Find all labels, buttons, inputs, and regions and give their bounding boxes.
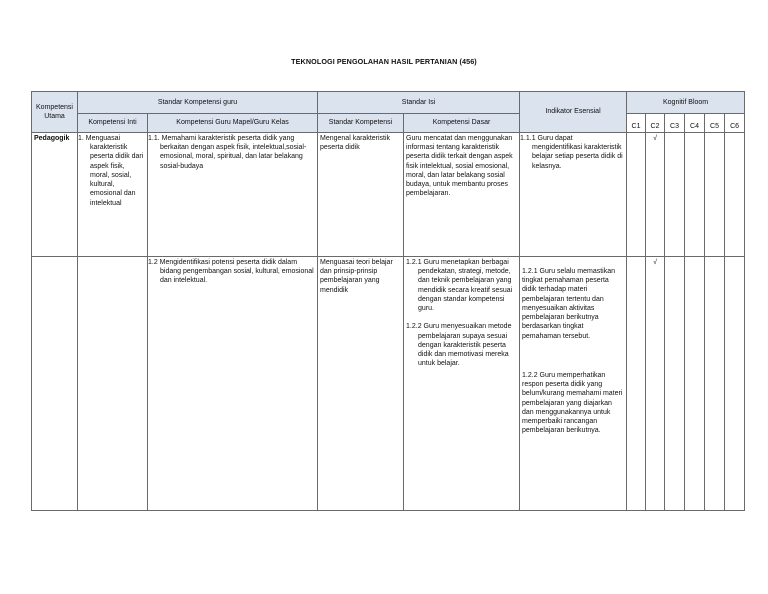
- table-row: [32, 133, 745, 257]
- header-level-c2: C2: [646, 114, 665, 133]
- cell-standar-kompetensi: Mengenal karakteristik peserta didik: [318, 133, 404, 257]
- cell-bloom-c3: [665, 257, 685, 511]
- cell-bloom-c3: [665, 133, 685, 257]
- header-kognitif-bloom: Kognitif Bloom: [627, 92, 745, 114]
- header-standar-kompetensi: Standar Kompetensi: [318, 114, 404, 133]
- header-kompetensi-guru-mapel: Kompetensi Guru Mapel/Guru Kelas: [148, 114, 318, 133]
- cell-standar-kompetensi: Menguasai teori belajar dan prinsip-prinsip pembelajaran yang mendidik: [318, 257, 404, 511]
- header-level-c1: C1: [627, 114, 646, 133]
- cell-kompetensi-dasar: Guru mencatat dan menggunakan informasi tentang karakteristik peserta didik terkait dengan aspek fisik intelektual, sosial emosional, moral, dan latar belakang sosial budaya, untuk membantu proses pembelajaran.: [404, 133, 520, 257]
- cell-bloom-c1: [627, 257, 646, 511]
- cell-kompetensi-inti: [78, 257, 148, 511]
- header-indikator-esensial: Indikator Esensial: [520, 92, 627, 133]
- cell-bloom-c6: [725, 257, 745, 511]
- cell-bloom-c1: [627, 133, 646, 257]
- kompetensi-dasar-item: 1.2.1 Guru menetapkan berbagai pendekatan, strategi, metode, dan teknik pembelajaran yang mendidik secara kreatif sesuai dengan standar kompetensi guru.: [406, 259, 513, 313]
- cell-kompetensi-dasar: [404, 257, 520, 511]
- cell-bloom-c4: [685, 257, 705, 511]
- header-level-c3: C3: [665, 114, 685, 133]
- kompetensi-dasar-item: 1.2.2 Guru menyesuaikan metode pembelajaran supaya sesuai dengan karakteristik peserta didik dan memotivasi mereka untuk belajar.: [406, 323, 512, 368]
- cell-kompetensi-utama: Pedagogik: [32, 133, 78, 257]
- cell-kompetensi-utama: [32, 257, 78, 511]
- header-kompetensi-utama: Kompetensi Utama: [32, 92, 78, 133]
- cell-bloom-c2: √: [646, 257, 665, 511]
- header-level-c5: C5: [705, 114, 725, 133]
- cell-bloom-c4: [685, 133, 705, 257]
- cell-kompetensi-guru: 1.1. Memahami karakteristik peserta didik yang berkaitan dengan aspek fisik, intelektual,sosial-emosional, moral, spiritual, dan latar belakang sosial-budaya: [148, 133, 318, 257]
- cell-indikator: 1.1.1 Guru dapat mengidentifikasi karakteristik belajar setiap peserta didik di kelasnya.: [520, 133, 627, 257]
- header-level-c4: C4: [685, 114, 705, 133]
- cell-indikator: [520, 257, 627, 511]
- indikator-item: 1.2.2 Guru memperhatikan respon peserta didik yang belum/kurang memahami materi pembelajaran yang diajarkan dan menggunakannya untuk memperbaiki rancangan pembelajaran berikutnya.: [522, 371, 623, 435]
- cell-bloom-c2: √: [646, 133, 665, 257]
- header-kompetensi-inti: Kompetensi Inti: [78, 114, 148, 133]
- document-title: TEKNOLOGI PENGOLAHAN HASIL PERTANIAN (456): [291, 57, 477, 66]
- header-kompetensi-dasar: Kompetensi Dasar: [404, 114, 520, 133]
- table-row: [32, 257, 745, 511]
- cell-bloom-c5: [705, 257, 725, 511]
- cell-kompetensi-inti: 1. Menguasai karakteristik peserta didik dari aspek fisik, moral, sosial, kultural, emosional dan intelektual: [78, 133, 148, 257]
- cell-kompetensi-guru: 1.2 Mengidentifikasi potensi peserta didik dalam bidang pengembangan sosial, kultural, emosional dan intelektual.: [148, 257, 318, 511]
- header-level-c6: C6: [725, 114, 745, 133]
- cell-bloom-c5: [705, 133, 725, 257]
- header-standar-isi: Standar Isi: [318, 92, 520, 114]
- cell-bloom-c6: [725, 133, 745, 257]
- indikator-item: 1.2.1 Guru selalu memastikan tingkat pemahaman peserta didik terhadap materi pembelajaran tertentu dan menyesuaikan aktivitas pembelajaran berikutnya berdasarkan tingkat pemahaman tersebut.: [522, 268, 616, 340]
- competency-table: [31, 91, 745, 511]
- header-standar-kompetensi-guru: Standar Kompetensi guru: [78, 92, 318, 114]
